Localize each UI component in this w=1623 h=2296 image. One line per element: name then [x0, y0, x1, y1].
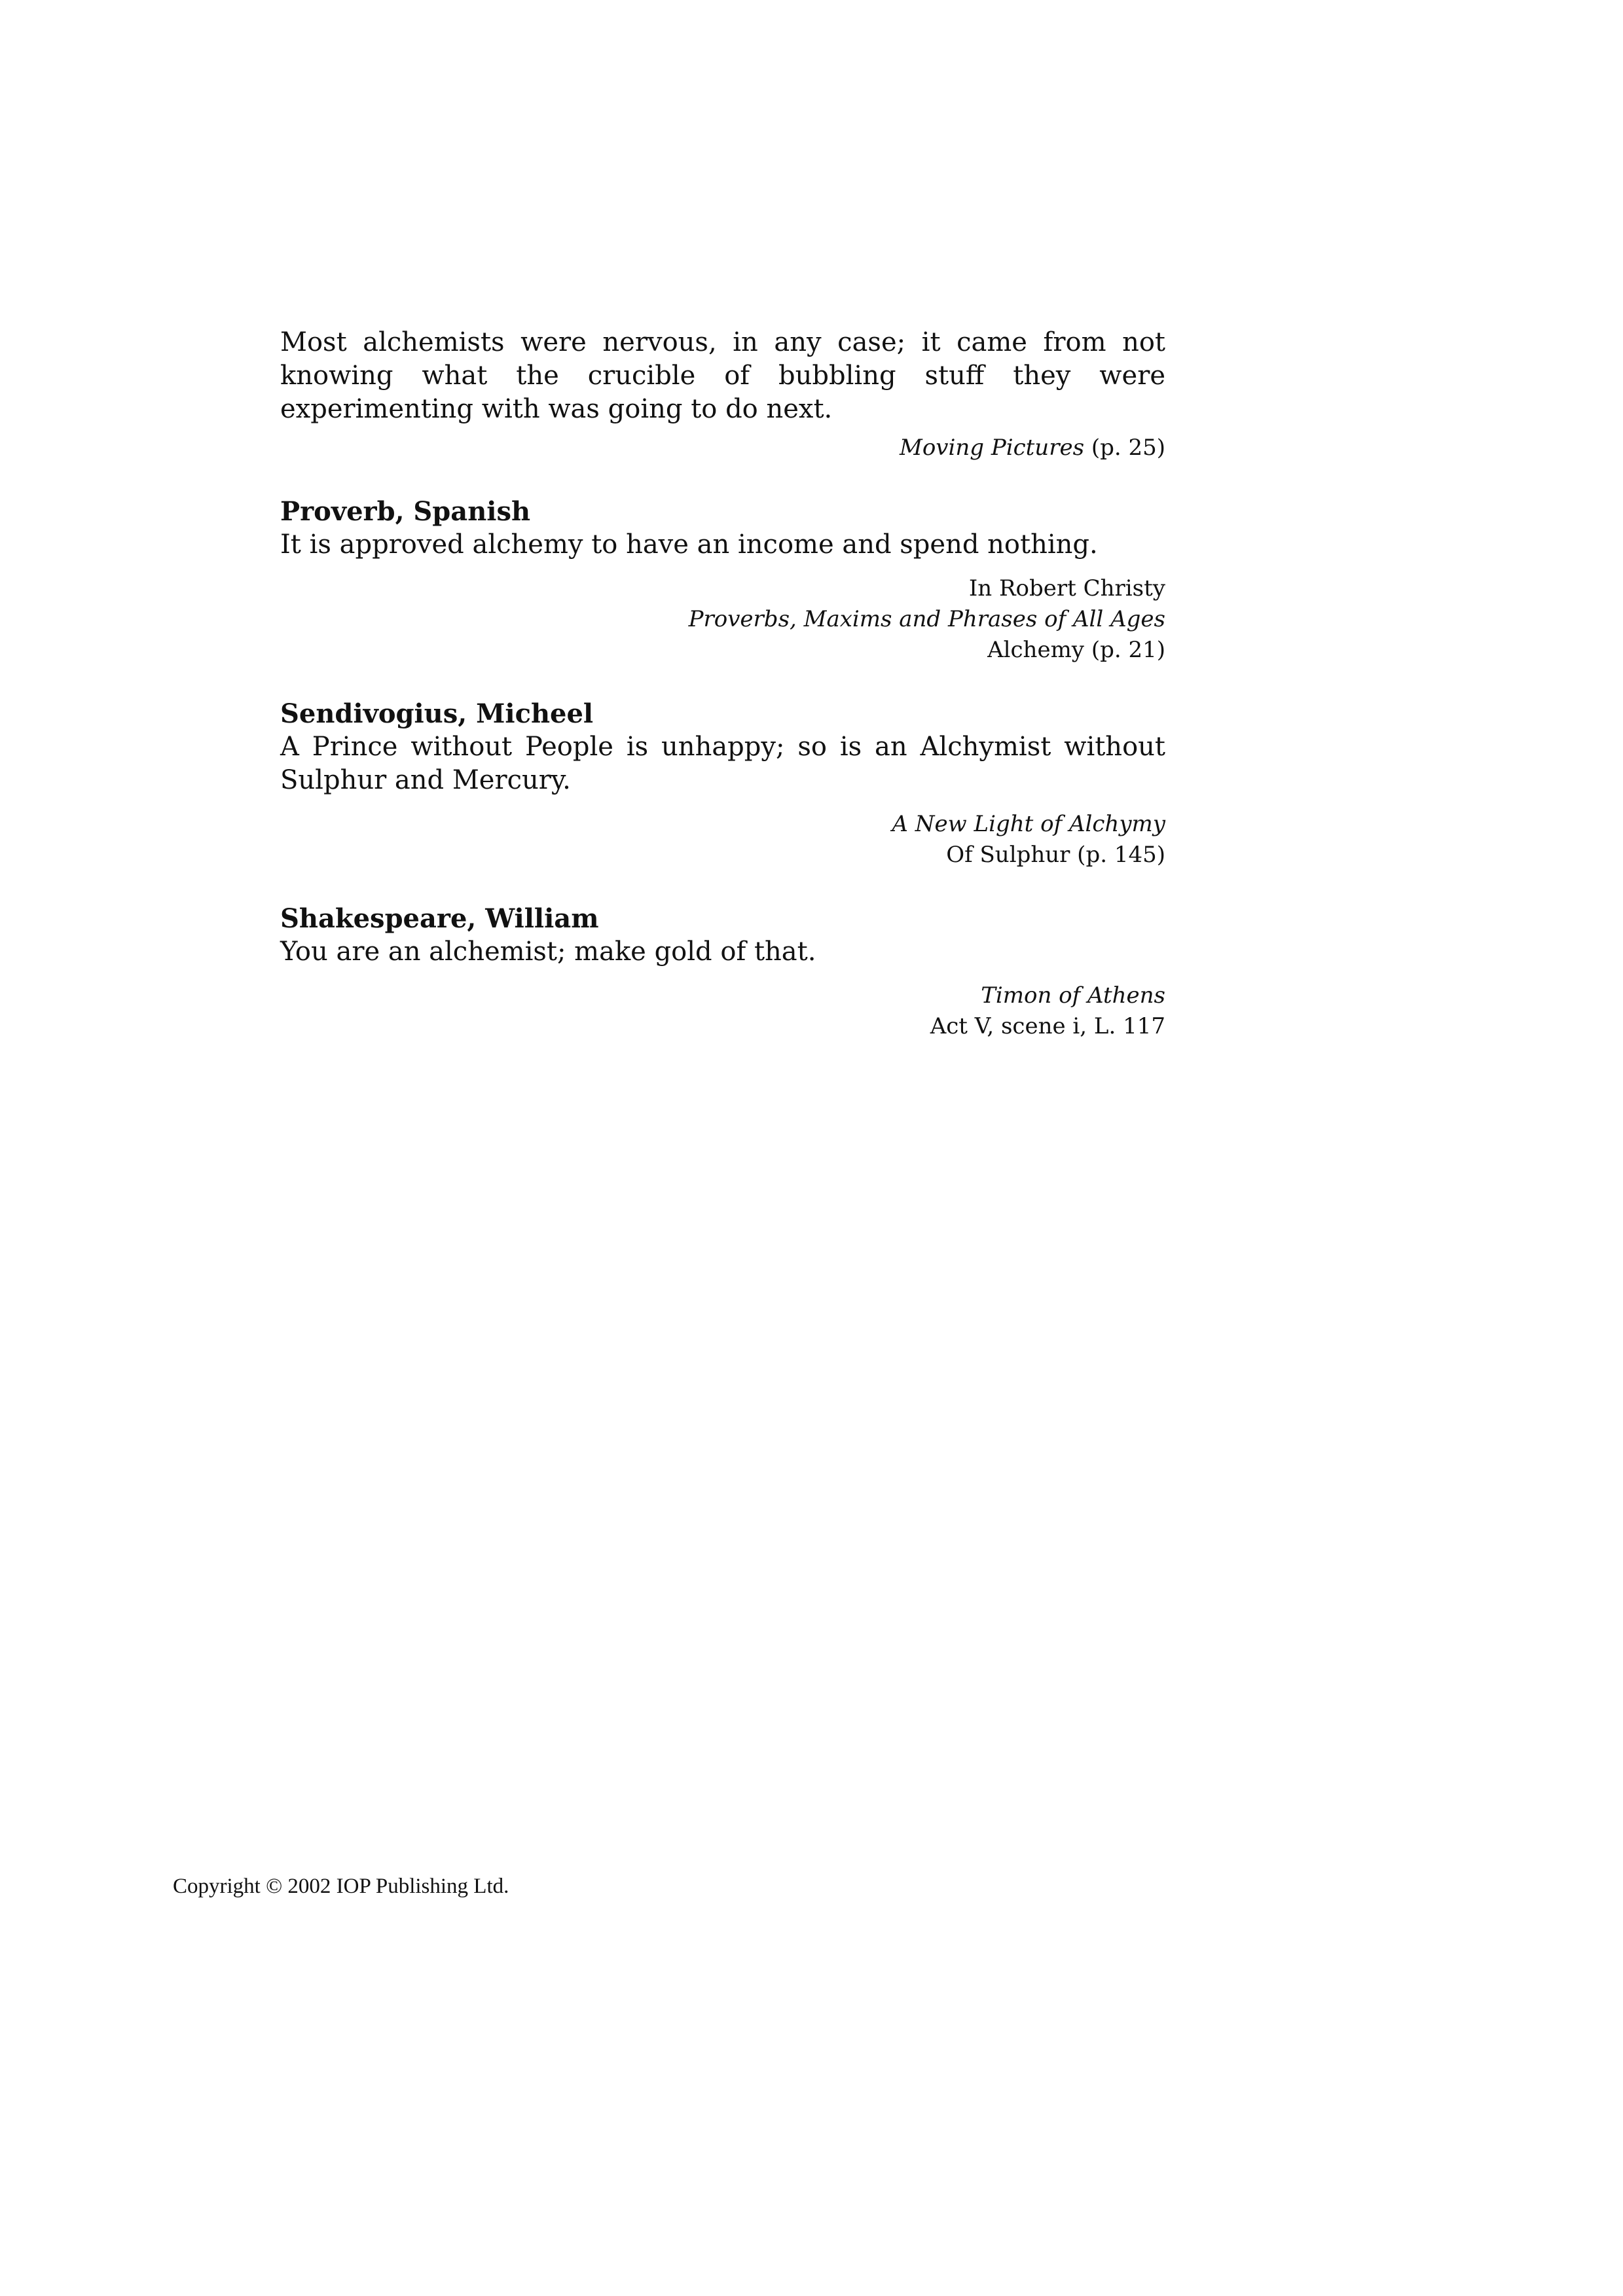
entry-source-line: Of Sulphur (p. 145)	[946, 842, 1165, 868]
intro-source-title: Moving Pictures	[900, 435, 1085, 461]
entry-quote: A Prince without People is unhappy; so is an Alchymist without Sulphur and Mercury.	[280, 732, 1165, 795]
entry-source-line: Alchemy (p. 21)	[987, 637, 1165, 663]
quote-entry-sendivogius	[280, 697, 1165, 870]
entry-author: Shakespeare, William	[280, 903, 599, 934]
intro-quote-source	[280, 433, 1165, 463]
entry-quote: It is approved alchemy to have an income and spend nothing.	[280, 529, 1098, 560]
entry-source-title: Proverbs, Maxims and Phrases of All Ages	[688, 606, 1165, 632]
entry-source-line: In Robert Christy	[968, 575, 1165, 601]
quote-entry-shakespeare	[280, 902, 1165, 1042]
entry-source-title: Timon of Athens	[981, 982, 1165, 1009]
quote-column	[280, 326, 1165, 1042]
intro-source-page: (p. 25)	[1084, 435, 1165, 461]
entry-source-title: A New Light of Alchymy	[892, 811, 1165, 837]
entry-source	[280, 809, 1165, 870]
quote-entry-proverb-spanish	[280, 495, 1165, 666]
entry-source	[280, 980, 1165, 1042]
entry-author: Proverb, Spanish	[280, 496, 531, 527]
entry-source-line: Act V, scene i, L. 117	[930, 1013, 1165, 1039]
intro-quote	[280, 326, 1165, 463]
copyright-footer: Copyright © 2002 IOP Publishing Ltd.	[173, 1874, 509, 1898]
intro-quote-text: Most alchemists were nervous, in any case; it came from not knowing what the crucible of bubbling stuff they were experimenting with was going to do next.	[280, 327, 1165, 424]
entry-quote: You are an alchemist; make gold of that.	[280, 937, 816, 967]
entry-author: Sendivogius, Micheel	[280, 698, 594, 729]
entry-source	[280, 573, 1165, 666]
